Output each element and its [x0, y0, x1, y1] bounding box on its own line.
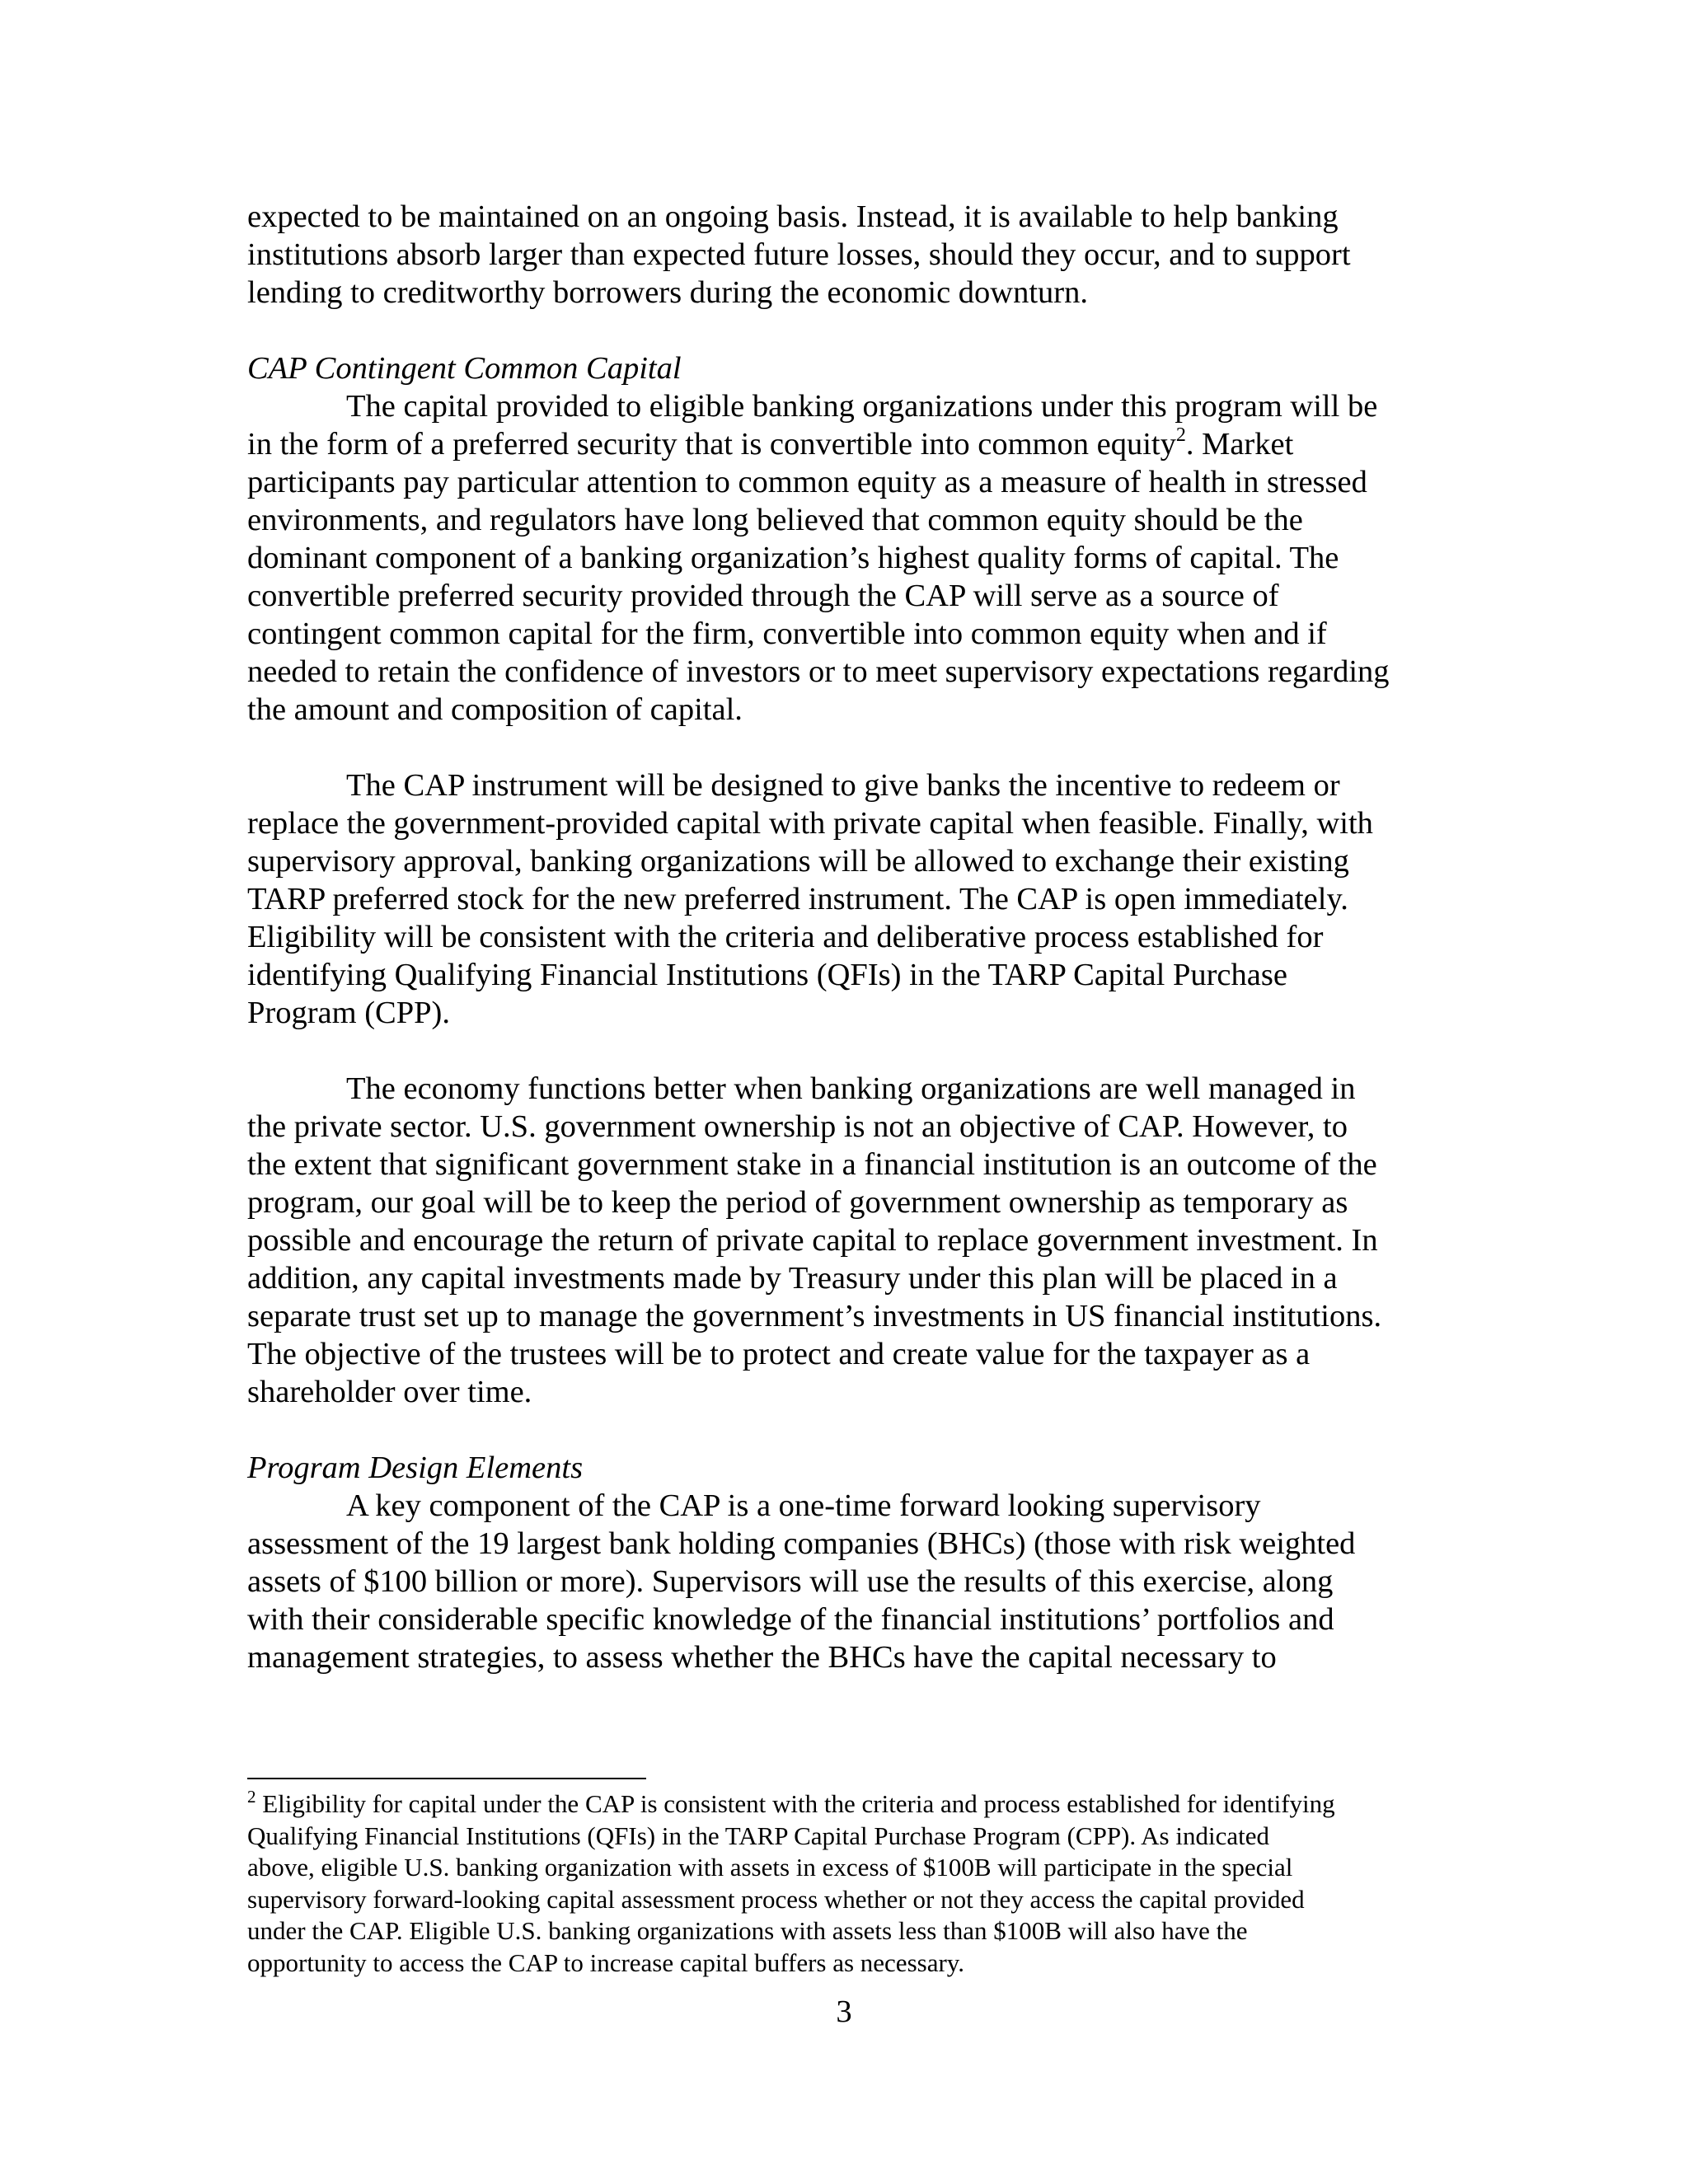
- text-line: institutions absorb larger than expected future losses, should they occur, and to support: [247, 237, 1351, 272]
- footnote-line: supervisory forward-looking capital assessment process whether or not they access the capital provided: [247, 1884, 1305, 1914]
- text-line: lending to creditworthy borrowers during the economic downturn.: [247, 275, 1089, 310]
- section-heading: Program Design Elements: [247, 1451, 584, 1485]
- text-line: assessment of the 19 largest bank holding companies (BHCs) (those with risk weighted: [247, 1526, 1356, 1561]
- text-line: convertible preferred security provided through the CAP will serve as a source of: [247, 579, 1279, 613]
- text-line: Eligibility will be consistent with the criteria and deliberative process established for: [247, 920, 1324, 954]
- text-line: possible and encourage the return of private capital to replace government investment. In: [247, 1223, 1378, 1258]
- text-line: replace the government-provided capital with private capital when feasible. Finally, with: [247, 806, 1373, 841]
- text-segment: in the form of a preferred security that is convertible into common equity: [247, 427, 1176, 462]
- footnote-line: above, eligible U.S. banking organization with assets in excess of $100B will participate in the special: [247, 1853, 1293, 1882]
- paragraph: [247, 1070, 1451, 1411]
- section-cap-contingent-common-capital: [247, 349, 1451, 729]
- paragraph: [247, 766, 1451, 1032]
- section-heading: CAP Contingent Common Capital: [247, 351, 682, 386]
- text-line: identifying Qualifying Financial Institutions (QFIs) in the TARP Capital Purchase: [247, 958, 1287, 992]
- text-line-content: A key component of the CAP is a one-time forward looking supervisory: [346, 1488, 1261, 1523]
- text-line: supervisory approval, banking organizations will be allowed to exchange their existing: [247, 844, 1349, 879]
- footnote-line: [247, 1788, 1451, 1821]
- text-line: [247, 387, 1451, 425]
- section-program-design-elements: [247, 1449, 1451, 1676]
- text-line: [247, 425, 1451, 463]
- paragraph: [247, 1487, 1451, 1676]
- footnote-line: opportunity to access the CAP to increase capital buffers as necessary.: [247, 1947, 965, 1977]
- text-line: the amount and composition of capital.: [247, 692, 743, 727]
- text-line: addition, any capital investments made by Treasury under this plan will be placed in a: [247, 1261, 1338, 1296]
- footnote-text: Eligibility for capital under the CAP is consistent with the criteria and process established for identifying: [256, 1789, 1335, 1818]
- page-number: 3: [836, 1994, 852, 2029]
- text-line: separate trust set up to manage the government’s investments in US financial institutions.: [247, 1299, 1382, 1333]
- text-line: [247, 1487, 1451, 1525]
- text-line-content: The CAP instrument will be designed to give banks the incentive to redeem or: [346, 768, 1340, 803]
- text-line: participants pay particular attention to common equity as a measure of health in stressed: [247, 465, 1367, 499]
- text-line: Program (CPP).: [247, 996, 450, 1030]
- intro-paragraph: [247, 198, 1451, 312]
- footnote-line: under the CAP. Eligible U.S. banking organizations with assets less than $100B will also have the: [247, 1916, 1248, 1946]
- text-line: expected to be maintained on an ongoing basis. Instead, it is available to help banking: [247, 199, 1339, 234]
- text-segment: . Market: [1185, 427, 1294, 462]
- text-line: with their considerable specific knowledge of the financial institutions’ portfolios and: [247, 1602, 1334, 1637]
- text-line: TARP preferred stock for the new preferred instrument. The CAP is open immediately.: [247, 882, 1348, 916]
- text-line: [247, 1070, 1451, 1108]
- footnote-line: Qualifying Financial Institutions (QFIs) in the TARP Capital Purchase Program (CPP). As indicated: [247, 1821, 1269, 1850]
- text-line: [247, 766, 1451, 804]
- footnote-marker: 2: [247, 1787, 256, 1807]
- paragraph: [247, 387, 1451, 729]
- text-line: dominant component of a banking organization’s highest quality forms of capital. The: [247, 541, 1339, 575]
- footnote: [247, 1788, 1451, 1980]
- text-line: assets of $100 billion or more). Supervisors will use the results of this exercise, along: [247, 1564, 1334, 1599]
- body-text: [247, 198, 1451, 1676]
- text-line: contingent common capital for the firm, convertible into common equity when and if: [247, 616, 1327, 651]
- text-line: the extent that significant government stake in a financial institution is an outcome of the: [247, 1147, 1377, 1182]
- footnote-reference[interactable]: 2: [1175, 424, 1186, 446]
- text-line: management strategies, to assess whether the BHCs have the capital necessary to: [247, 1640, 1277, 1675]
- text-line: program, our goal will be to keep the period of government ownership as temporary as: [247, 1185, 1348, 1220]
- text-line: The objective of the trustees will be to protect and create value for the taxpayer as a: [247, 1337, 1311, 1371]
- text-line-content: The capital provided to eligible banking organizations under this program will be: [346, 389, 1378, 424]
- text-line: environments, and regulators have long believed that common equity should be the: [247, 503, 1303, 537]
- footnote-separator: [247, 1778, 646, 1779]
- text-line-content: The economy functions better when banking organizations are well managed in: [346, 1071, 1356, 1106]
- text-line: shareholder over time.: [247, 1375, 532, 1409]
- text-line: needed to retain the confidence of investors or to meet supervisory expectations regarding: [247, 654, 1390, 689]
- text-line: the private sector. U.S. government ownership is not an objective of CAP. However, to: [247, 1109, 1348, 1144]
